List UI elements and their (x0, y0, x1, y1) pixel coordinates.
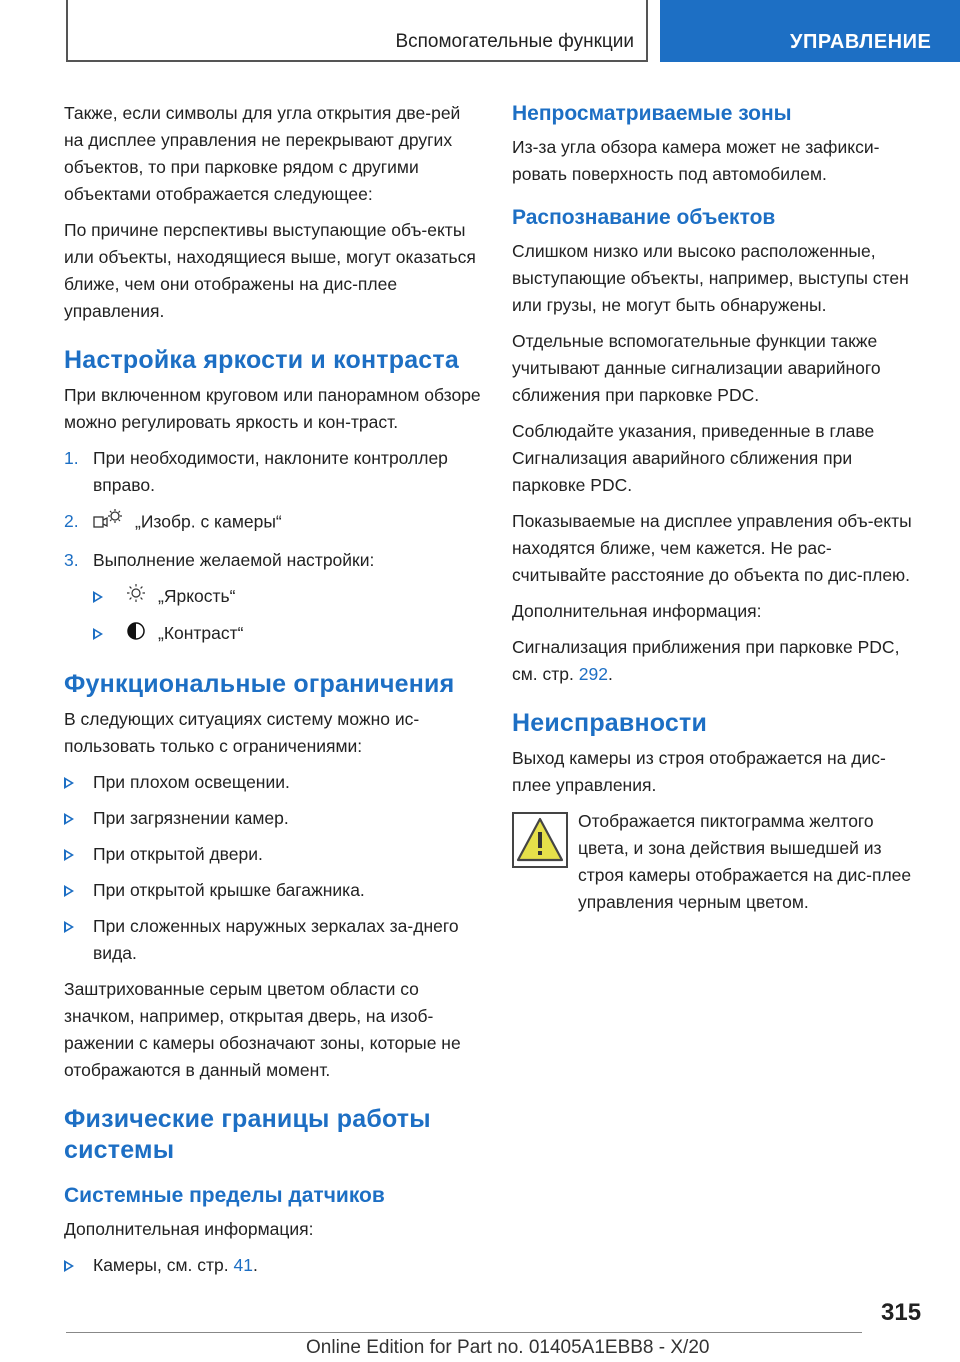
warning-block (512, 808, 922, 916)
paragraph: Выход камеры из строя отображается на дис-плее управления. (512, 748, 886, 795)
step-text: „Изобр. с камеры“ (135, 511, 282, 532)
list-item (64, 1252, 482, 1279)
bullet-triangle-icon (64, 813, 74, 825)
subsection-heading-blind-zones: Непросматриваемые зоны (512, 102, 792, 125)
header-section-title: Вспомогательные функции (395, 31, 634, 52)
bullet-triangle-icon (93, 628, 103, 640)
list-item (64, 913, 482, 967)
page-link[interactable]: 41 (233, 1254, 253, 1275)
subsection-heading-sensors: Системные пределы датчиков (64, 1183, 385, 1207)
bullet-triangle-icon (64, 885, 74, 897)
chapter-tab[interactable] (660, 0, 960, 62)
step-item (64, 445, 482, 499)
list-item (64, 841, 482, 868)
paragraph: Также, если символы для угла открытия две-рей на дисплее управления не перекрывают других объектов, то при парковке рядом с другими объектами отображается следующее: (64, 103, 461, 204)
paragraph: В следующих ситуациях систему можно ис-пользовать только с ограничениями: (64, 708, 420, 756)
paragraph: Дополнительная информация: (64, 1218, 314, 1239)
paragraph: Отдельные вспомогательные функции также учитывают данные сигнализации аварийного сближения при парковке PDC. (512, 331, 881, 405)
paragraph: Показываемые на дисплее управления объ-екты находятся ближе, чем кажется. Не рас-считывайте расстояние до объекта по дис-плею. (512, 511, 912, 585)
page-number: 315 (881, 1299, 922, 1326)
sub-option-label: „Яркость“ (158, 586, 236, 606)
chapter-label: УПРАВЛЕНИЕ (790, 31, 932, 53)
paragraph: Соблюдайте указания, приведенные в главе Сигнализация аварийного сближения при парковке PDC. (512, 421, 875, 495)
list-item (64, 805, 482, 832)
contrast-icon (126, 621, 146, 649)
paragraph: Слишком низко или высоко расположенные, выступающие объекты, например, выступы стен или грузы, не могут быть обнаружены. (512, 241, 909, 315)
list-item (64, 877, 482, 904)
paragraph: При включенном круговом или панорамном обзоре можно регулировать яркость и кон-траст. (64, 385, 481, 432)
bullet-triangle-icon (64, 777, 74, 789)
list-item-text: При открытой двери. (93, 843, 263, 864)
paragraph-text: Сигнализация приближения при парковке PDC, см. стр. (512, 637, 900, 684)
step-text: При необходимости, наклоните контроллер вправо. (93, 448, 448, 495)
step-number: 3. (64, 550, 79, 570)
left-column (64, 100, 482, 1288)
step-item (64, 508, 482, 538)
step-number: 2. (64, 511, 79, 531)
warning-text: Отображается пиктограмма желтого цвета, и зона действия вышедшей из строя камеры отображается на дис-плее управления черным цветом. (578, 811, 912, 912)
warning-icon (512, 812, 568, 868)
section-heading-brightness: Настройка яркости и контраста (64, 346, 459, 374)
footer-divider (66, 1332, 862, 1333)
sub-option-label: „Контраст“ (158, 623, 244, 644)
list-item-text: Камеры, см. стр. (93, 1254, 229, 1275)
step-text: Выполнение желаемой настройки: (93, 550, 375, 570)
page-link[interactable]: 292 (578, 664, 608, 684)
sub-option-brightness (93, 583, 482, 611)
camera-settings-icon (93, 508, 123, 538)
section-heading-malfunction: Неисправности (512, 709, 708, 737)
punctuation: . (252, 1254, 258, 1275)
bullet-triangle-icon (64, 921, 74, 933)
section-heading-limits: Функциональные ограничения (64, 669, 455, 698)
list-item-text: При загрязнении камер. (93, 807, 289, 828)
subsection-heading-detection: Распознавание объектов (512, 206, 776, 229)
section-heading-physical: Физические границы работы системы (64, 1104, 431, 1164)
bullet-triangle-icon (93, 591, 103, 603)
punctuation: . (607, 664, 613, 684)
list-item-text: При открытой крышке багажника. (93, 879, 365, 900)
right-column (512, 100, 922, 916)
paragraph (512, 634, 922, 688)
paragraph: Из-за угла обзора камера может не зафикси-ровать поверхность под автомобилем. (512, 137, 880, 184)
brightness-icon (126, 583, 146, 611)
paragraph: Заштрихованные серым цветом области со значком, например, открытая дверь, на изоб-ражении с камеры обозначают зоны, которые не отображаются в данный момент. (64, 978, 461, 1080)
step-number: 1. (64, 448, 79, 468)
step-item (64, 547, 482, 574)
list-item-text: При плохом освещении. (93, 771, 290, 792)
paragraph: Дополнительная информация: (512, 601, 762, 621)
list-item (64, 769, 482, 796)
header-frame (66, 0, 648, 62)
edition-info: Online Edition for Part no. 01405A1EBB8 - X/20 (306, 1337, 710, 1358)
list-item-text: При сложенных наружных зеркалах за-днего вида. (93, 915, 459, 963)
bullet-triangle-icon (64, 1260, 74, 1272)
sub-option-contrast (93, 620, 482, 648)
paragraph: По причине перспективы выступающие объ-екты или объекты, находящиеся выше, могут оказаться ближе, чем они отображены на дис-плее управления. (64, 220, 476, 321)
bullet-triangle-icon (64, 849, 74, 861)
